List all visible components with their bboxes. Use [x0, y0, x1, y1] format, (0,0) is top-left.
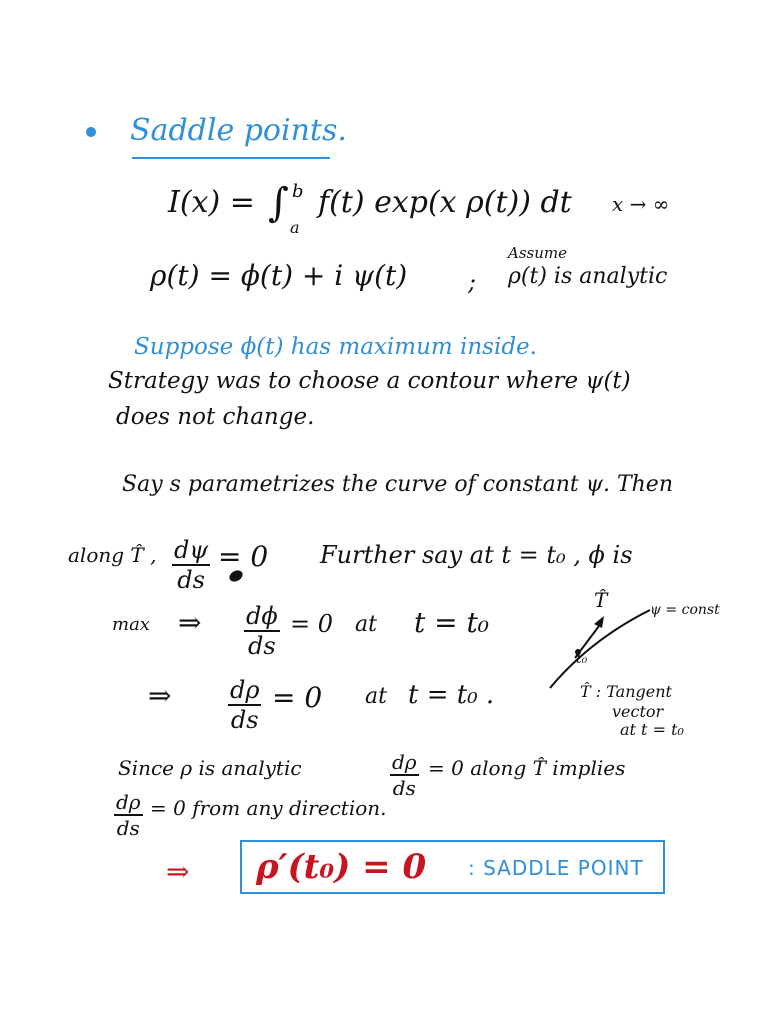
since-prefix: Since ρ is analytic: [118, 756, 302, 780]
dpsi-ds-fraction: [172, 538, 210, 592]
dphi-ds-fraction: [244, 604, 280, 658]
rho-separator: ;: [468, 268, 477, 296]
integral-sign: ∫: [268, 180, 289, 226]
integral-limit: x → ∞: [612, 192, 670, 216]
tangent-caption-3: at t = t₀: [620, 720, 684, 739]
analytic-assumption: ρ(t) is analytic: [508, 264, 668, 289]
section-title: Saddle points.: [130, 113, 347, 148]
max-condition: t = t₀: [414, 606, 489, 639]
fraction-denominator: ds: [177, 566, 205, 594]
fraction-numerator: dψ: [174, 536, 209, 564]
fraction-numerator: dϕ: [246, 602, 278, 630]
drho-condition: t = t₀ .: [408, 680, 495, 710]
integrand: f(t) exp(x ρ(t)) dt: [318, 185, 572, 220]
title-underline: [132, 157, 330, 159]
further-statement: Further say at t = t₀ , ϕ is: [320, 541, 633, 569]
strategy-line-2: does not change.: [116, 404, 315, 430]
sketch-point-label: t₀: [576, 651, 588, 667]
max-equals: = 0: [290, 610, 334, 638]
drho-ds-fraction: [228, 678, 261, 732]
conclusion-implies-arrow: ⇒: [166, 855, 190, 888]
integral-lhs: I(x) =: [168, 185, 255, 220]
strategy-line-1: Strategy was to choose a contour where ψ(t): [108, 368, 631, 394]
along-equals: = 0: [218, 540, 269, 573]
fraction-numerator: dρ: [116, 790, 141, 814]
integral-lower-limit: a: [290, 218, 300, 237]
fraction-denominator: ds: [392, 776, 416, 800]
fraction-denominator: ds: [116, 816, 140, 840]
since-drho-ds-fraction: [390, 752, 419, 798]
tangent-caption-2: vector: [612, 702, 664, 721]
max-at: at: [355, 612, 377, 637]
along-prefix: along T̂ ,: [68, 543, 157, 567]
any-direction-text: = 0 from any direction.: [150, 796, 387, 820]
since-suffix: = 0 along T̂ implies: [428, 756, 626, 780]
fraction-numerator: dρ: [392, 750, 417, 774]
drho-equals: = 0: [272, 681, 323, 714]
parametrize-statement: Say s parametrizes the curve of constant ψ. Then: [122, 472, 673, 497]
implies-arrow-2: ⇒: [148, 679, 172, 712]
max-label: max: [112, 614, 150, 635]
tangent-caption-1: T̂ : Tangent: [580, 682, 672, 701]
ink-blot-icon: [228, 568, 248, 588]
tangent-arrow-head: [594, 616, 604, 628]
sketch-curve-label: ψ = const: [650, 602, 720, 618]
any-direction-fraction: [114, 792, 143, 838]
bullet-icon: [86, 127, 96, 137]
fraction-numerator: dρ: [230, 676, 260, 704]
sketch-hat-label: T̂: [594, 588, 608, 612]
saddle-point-label: : SADDLE POINT: [468, 856, 644, 880]
drho-at: at: [365, 684, 387, 709]
fraction-denominator: ds: [248, 632, 276, 660]
rho-definition: ρ(t) = ϕ(t) + i ψ(t): [150, 259, 408, 292]
conclusion-result: ρ′(t₀) = 0: [256, 847, 427, 887]
integral-upper-limit: b: [292, 181, 304, 202]
suppose-statement: Suppose ϕ(t) has maximum inside.: [134, 334, 537, 360]
assume-label: Assume: [508, 244, 567, 262]
implies-arrow-1: ⇒: [178, 606, 202, 639]
fraction-denominator: ds: [230, 706, 259, 734]
